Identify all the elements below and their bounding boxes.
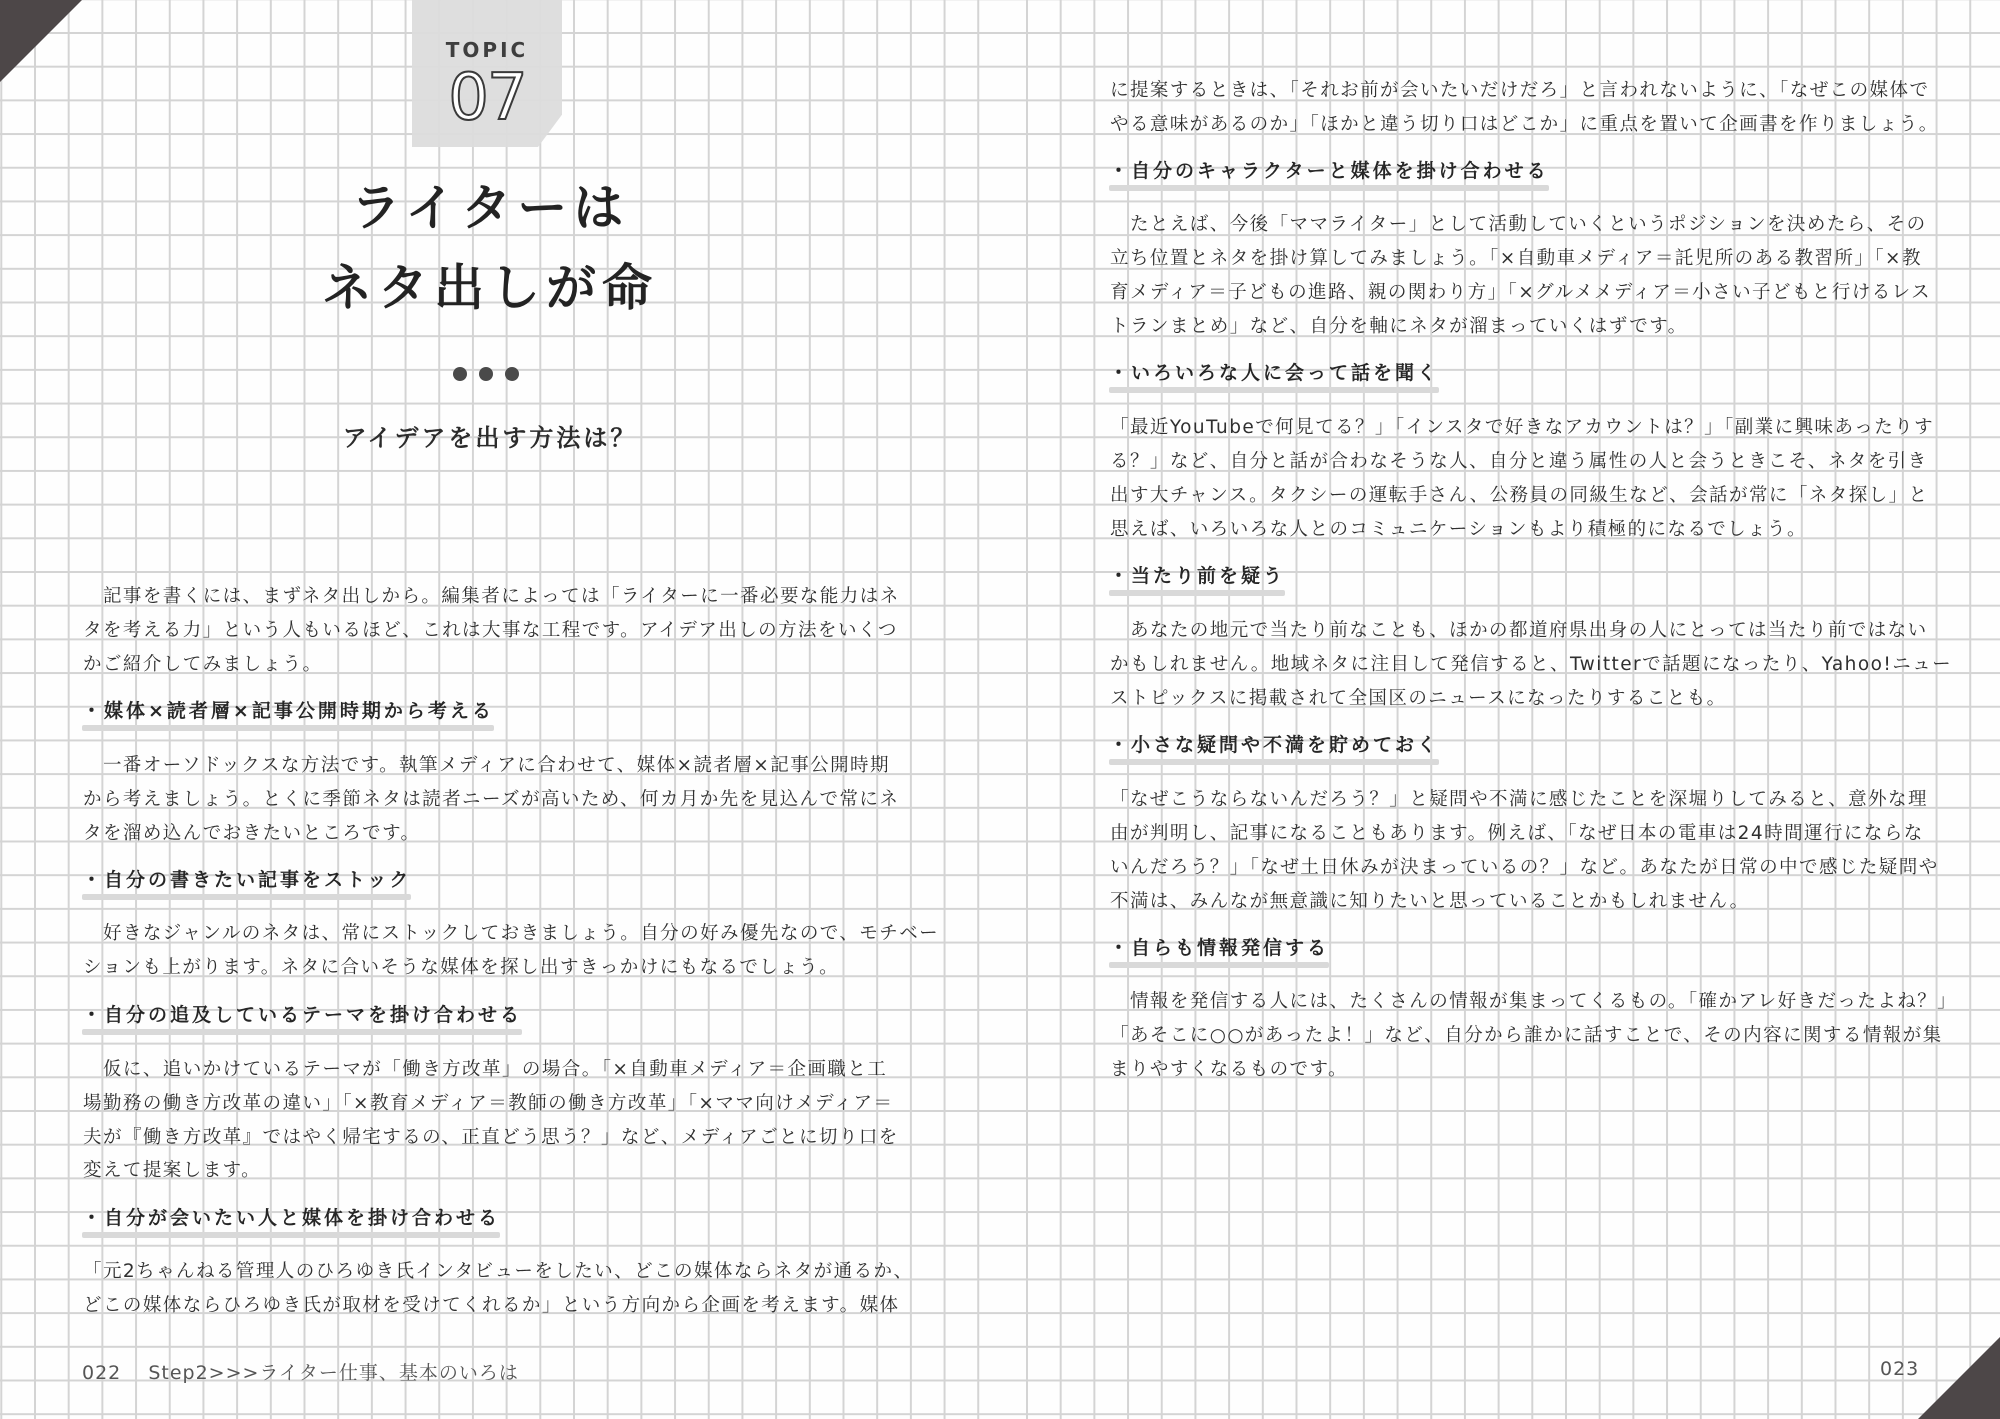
body-line: たとえば、今後「ママライター」として活動していくというポジションを決めたら、その xyxy=(1110,214,1927,235)
body-line: 夫が『働き方改革』ではやく帰宅するの、正直どう思う？」など、メディアごとに切り口を xyxy=(83,1127,899,1148)
body-line: あなたの地元で当たり前なことも、ほかの都道府県出身の人にとっては当たり前ではない xyxy=(1110,620,1928,641)
section-heading: ・当たり前を疑う xyxy=(1109,563,1285,595)
body-line: 「最近YouTubeで何見てる？」「インスタで好きなアカウントは？」「副業に興味あったりす xyxy=(1110,417,1935,438)
dot-icon xyxy=(505,367,519,381)
body-line: どこの媒体ならひろゆき氏が取材を受けてくれるか」という方向から企画を考えます。媒体 xyxy=(83,1295,900,1316)
intro-line: かご紹介してみましょう。 xyxy=(83,654,323,675)
dot-icon xyxy=(453,367,467,381)
body-line: 一番オーソドックスな方法です。執筆メディアに合わせて、媒体×読者層×記事公開時期 xyxy=(83,755,890,776)
section-heading: ・自らも情報発信する xyxy=(1109,935,1329,967)
body-line: タを溜め込んでおきたいところです。 xyxy=(83,823,421,844)
body-line: 「あそこに○○があったよ！」など、自分から誰かに話すことで、その内容に関する情報が集 xyxy=(1110,1025,1943,1046)
page-title-line-2: ネタ出しが命 xyxy=(322,259,658,317)
body-line: 場勤務の働き方改革の違い」「×教育メディア＝教師の働き方改革」「×ママ向けメディア＝ xyxy=(83,1093,894,1114)
corner-tab-top-left xyxy=(0,0,82,82)
section-heading: ・媒体×読者層×記事公開時期から考える xyxy=(82,698,494,730)
body-line: 育メディア＝子どもの進路、親の関わり方」「×グルメメディア＝小さい子どもと行けるレス xyxy=(1110,282,1932,303)
section-heading: ・自分の追及しているテーマを掛け合わせる xyxy=(82,1002,522,1034)
body-line: まりやすくなるものです。 xyxy=(1110,1059,1348,1080)
body-line: 思えば、いろいろな人とのコミュニケーションもより積極的になるでしょう。 xyxy=(1110,519,1807,540)
body-line: 不満は、みんなが無意識に知りたいと思っていることかもしれません。 xyxy=(1110,891,1750,912)
page-number: 022 xyxy=(82,1362,122,1384)
body-line: 情報を発信する人には、たくさんの情報が集まってくるもの。「確かアレ好きだったよね？」 xyxy=(1110,991,1958,1012)
body-line: ストピックスに掲載されて全国区のニュースになったりすることも。 xyxy=(1110,688,1727,709)
corner-tab-bottom-right xyxy=(1918,1337,2000,1419)
body-line: 出す大チャンス。タクシーの運転手さん、公務員の同級生など、会話が常に「ネタ探し」と xyxy=(1110,485,1929,506)
topic-number: 07 xyxy=(448,61,526,135)
dot-icon xyxy=(479,367,493,381)
body-line: やる意味があるのか」「ほかと違う切り口はどこか」に重点を置いて企画書を作りましょう。 xyxy=(1110,114,1939,135)
section-heading: ・いろいろな人に会って話を聞く xyxy=(1109,360,1439,392)
intro-line: タを考える力」という人もいるほど、これは大事な工程です。アイデア出しの方法をいくつ xyxy=(83,620,898,641)
body-line: 好きなジャンルのネタは、常にストックしておきましょう。自分の好み優先なので、モチベー xyxy=(83,923,940,944)
footer-left xyxy=(82,1358,519,1385)
running-head: Step2>>>ライター仕事、基本のいろは xyxy=(148,1362,519,1384)
footer-right xyxy=(1880,1358,1919,1380)
section-heading: ・自分が会いたい人と媒体を掛け合わせる xyxy=(82,1205,500,1237)
body-line: 立ち位置とネタを掛け算してみましょう。「×自動車メディア＝託児所のある教習所」「×教 xyxy=(1110,248,1922,269)
intro-line: 記事を書くには、まずネタ出しから。編集者によっては「ライターに一番必要な能力はネ xyxy=(83,586,900,607)
section-heading: ・自分のキャラクターと媒体を掛け合わせる xyxy=(1109,158,1549,190)
body-line: 「元2ちゃんねる管理人のひろゆき氏インタビューをしたい、どこの媒体ならネタが通るか、 xyxy=(83,1261,914,1282)
body-line: に提案するときは、「それお前が会いたいだけだろ」と言われないように、「なぜこの媒体で xyxy=(1110,80,1930,101)
body-line: ションも上がります。ネタに合いそうな媒体を探し出すきっかけにもなるでしょう。 xyxy=(83,957,840,978)
body-line: から考えましょう。とくに季節ネタは読者ニーズが高いため、何カ月か先を見込んで常にネ xyxy=(83,789,900,810)
body-line: る？」など、自分と話が合わなそうな人、自分と違う属性の人と会うときこそ、ネタを引き xyxy=(1110,451,1928,472)
body-line: 由が判明し、記事になることもあります。例えば、「なぜ日本の電車は24時間運行にならな xyxy=(1110,823,1924,844)
section-heading: ・自分の書きたい記事をストック xyxy=(82,867,411,899)
topic-label: TOPIC xyxy=(445,38,529,62)
body-line: 仮に、追いかけているテーマが「働き方改革」の場合。「×自動車メディア＝企画職と工 xyxy=(83,1059,888,1080)
body-line: トランまとめ」など、自分を軸にネタが溜まっていくはずです。 xyxy=(1110,316,1688,337)
page-title-line-1: ライターは xyxy=(350,179,630,237)
page-number: 023 xyxy=(1880,1358,1920,1380)
body-line: 「なぜこうならないんだろう？」と疑問や不満に感じたことを深堀りしてみると、意外な理 xyxy=(1110,789,1928,810)
ornament-dots xyxy=(453,367,519,381)
body-line: かもしれません。地域ネタに注目して発信すると、Twitterで話題になったり、Yahoo!ニュー xyxy=(1110,654,1953,675)
subtitle: アイデアを出す方法は？ xyxy=(342,424,638,452)
body-line: いんだろう？」「なぜ土日休みが決まっているの？」など。あなたが日常の中で感じた疑問や xyxy=(1110,857,1939,878)
body-line: 変えて提案します。 xyxy=(83,1160,262,1181)
section-heading: ・小さな疑問や不満を貯めておく xyxy=(1109,732,1439,764)
